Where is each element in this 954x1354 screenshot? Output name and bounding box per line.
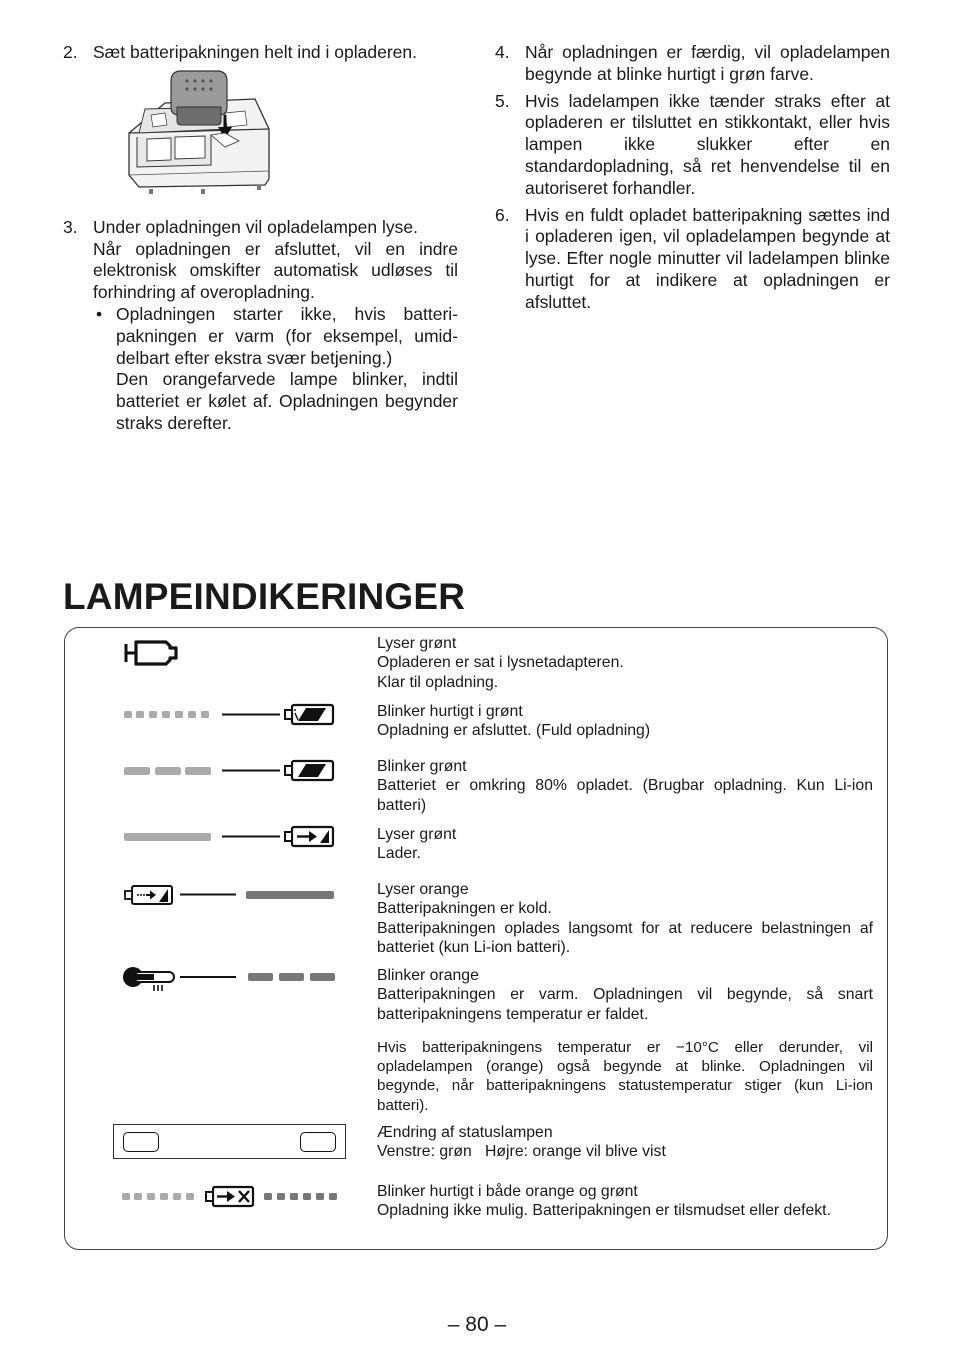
indicator-title: Blinker hurtigt i både orange og grønt (377, 1183, 638, 1200)
step-number: 6. (495, 204, 510, 225)
step-text: Hvis en fuldt opladet batteripakning sættes ind i opladeren igen, vil opladelampen begynde at lyse. Efter nogle minutter vil ladelampen blinke hurtigt for at indikere at opladningen er afsluttet. (525, 204, 890, 312)
battery-charging-icon (285, 827, 333, 846)
indicator-row-4 (377, 825, 873, 864)
temperature-note (377, 1038, 873, 1115)
indicator-desc: Opladning ikke mulig. Batteripakningen er tilsmudset eller defekt. (377, 1202, 831, 1220)
step-5 (495, 91, 890, 200)
indicator-title: Blinker hurtigt i grønt (377, 703, 523, 720)
indicator-title: Blinker grønt (377, 758, 467, 775)
indicator-row-5 (377, 880, 873, 958)
indicator-title: Lyser grønt (377, 826, 457, 843)
hot-battery-lamp-icon (122, 964, 337, 994)
charger-battery-insert-image (125, 67, 275, 210)
indicator-desc: Venstre: grøn Højre: orange vil blive vist (377, 1143, 666, 1161)
indicator-row-1 (377, 634, 873, 692)
step-text: Hvis ladelampen ikke tænder straks efter at opladeren er tilsluttet en stikkontakt, eller hvis lampen ikke slukker efter en standardopladning, så ret henvendelse til en autoriseret forhandler. (525, 90, 890, 198)
step-2 (63, 42, 458, 64)
indicator-row-9 (377, 1182, 873, 1221)
step-number: 5. (495, 90, 510, 111)
indicator-desc: Lader. (377, 845, 421, 863)
fast-blink-lamp-icon (122, 702, 337, 728)
step-number: 4. (495, 42, 510, 62)
indicator-title: Ændring af statuslampen (377, 1124, 553, 1141)
indicator-desc: Batteriet er omkring 80% opladet. (Brugbar opladning. Kun Li-ion batteri) (377, 777, 873, 814)
battery-error-icon (206, 1187, 253, 1206)
step-number: 2. (63, 42, 78, 62)
indicator-desc: Batteripakningen oplades langsomt for at reducere belastningen af batteriet (kun Li-ion batteri). (377, 919, 873, 957)
section-heading: LAMPEINDIKERINGER (63, 576, 466, 617)
error-lamp-icon (120, 1184, 340, 1210)
indicator-row-3 (377, 757, 873, 815)
step-text: Sæt batteripakningen helt ind i opladeren. (93, 42, 417, 62)
plug-adapter-icon (124, 636, 180, 670)
indicator-title: Lyser grønt (377, 635, 457, 652)
steady-lamp-icon (122, 824, 337, 850)
step-3 (63, 217, 458, 435)
indicator-title: Blinker orange (377, 967, 479, 984)
battery-full-icon (285, 705, 333, 724)
bullet-text-line: Den orangefarvede lampe blinker, indtil batteriet er kølet af. Opladningen begynder straks derefter. (116, 369, 458, 433)
left-lamp-icon (123, 1132, 159, 1152)
page-number: – 80 – (447, 1313, 507, 1336)
battery-cold-icon (125, 886, 172, 904)
step-number: 3. (63, 216, 78, 237)
indicator-row-8 (377, 1123, 873, 1162)
thermometer-hot-icon (123, 967, 174, 991)
step-6 (495, 205, 890, 314)
cold-battery-lamp-icon (122, 882, 337, 908)
bullet-dot: • (96, 303, 103, 324)
battery-full-icon (285, 761, 333, 780)
indicator-desc: Batteripakningen er varm. Opladningen vil begynde, så snart batteripakningens temperatur er faldet. (377, 986, 873, 1023)
blink-lamp-icon (122, 758, 337, 784)
step-4 (495, 42, 890, 86)
step-text-line: Under opladningen vil opladelampen lyse. (93, 216, 418, 237)
bullet-text-line: Opladningen starter ikke, hvis batteripakningen er varm (for eksempel, umiddelbart efter ekstra svær betjening.) (116, 303, 458, 368)
bullet-note (93, 304, 458, 435)
indicator-desc: Hvis batteripakningens temperatur er −10°C eller derunder, vil opladelampen (orange) også begynde at blinke. Opladningen vil begynde, når batteripakningens statustemperatur stiger (kun Li-ion batteri). (377, 1039, 873, 1114)
indicator-title: Lyser orange (377, 881, 469, 898)
indicator-desc: Batteripakningen er kold. (377, 900, 552, 918)
left-column (63, 42, 458, 435)
indicator-desc: Klar til opladning. (377, 673, 499, 691)
indicator-desc: Opladeren er sat i lysnetadapteren. (377, 654, 624, 672)
indicator-desc: Opladning er afsluttet. (Fuld opladning) (377, 722, 651, 740)
indicator-row-6 (377, 966, 873, 1024)
charger-illustration (63, 67, 458, 210)
status-lamps-icon (113, 1124, 346, 1159)
step-text-line: Når opladningen er afsluttet, vil en indre elektronisk omskifter automatisk udløses til forhindring af overopladning. (93, 238, 458, 303)
step-text: Når opladningen er færdig, vil opladelampen begynde at blinke hurtigt i grøn farve. (525, 42, 890, 84)
right-column (495, 42, 890, 314)
right-lamp-icon (300, 1132, 336, 1152)
indicator-row-2 (377, 702, 873, 741)
